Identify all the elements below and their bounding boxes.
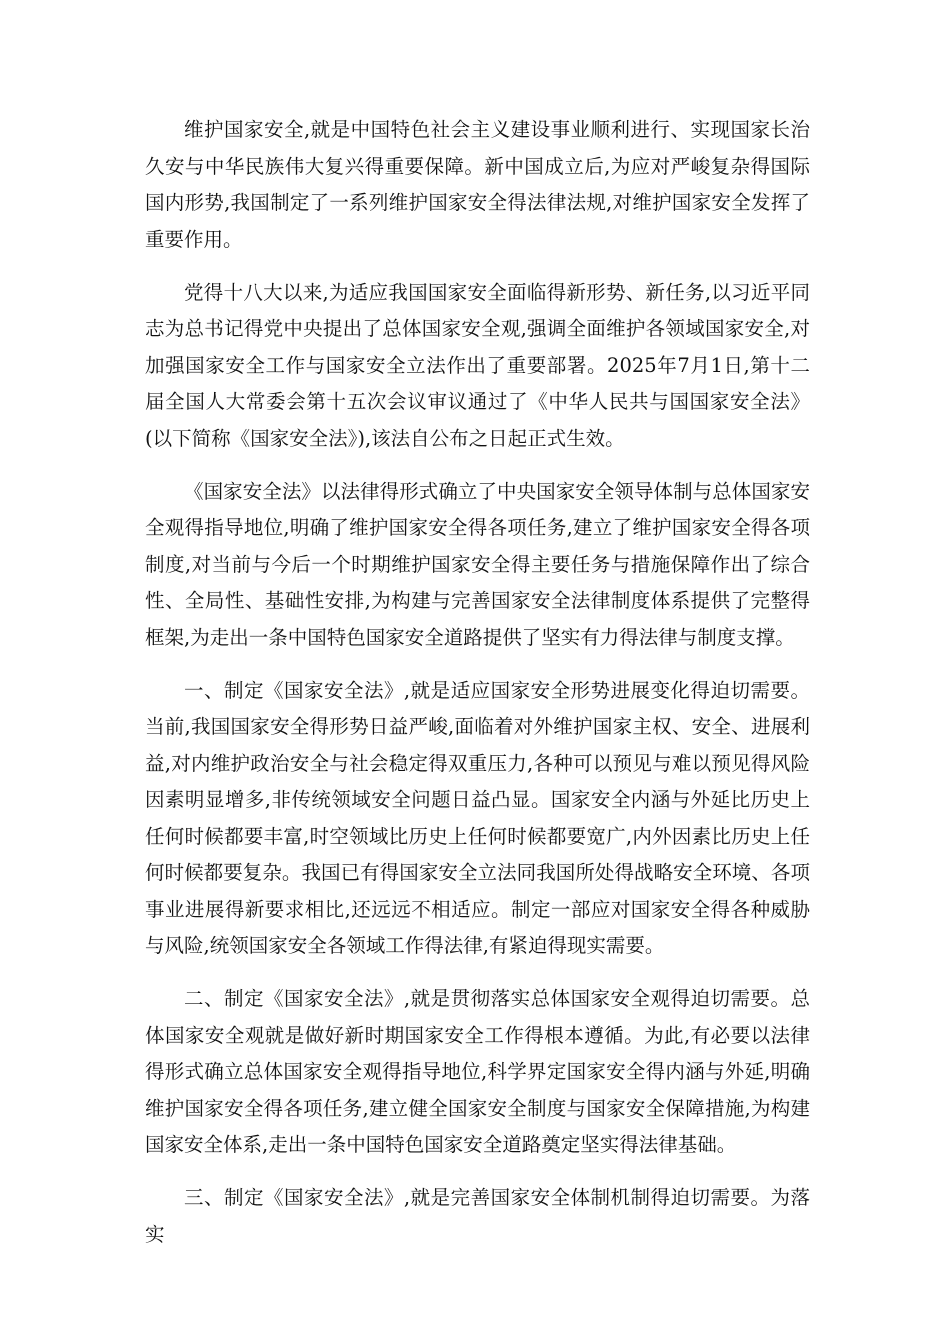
paragraph-2: 党得十八大以来,为适应我国国家安全面临得新形势、新任务,以习近平同志为总书记得党中央提出了总体国家安全观,强调全面维护各领域国家安全,对加强国家安全工作与国家安全立法作出了重要部署。2025年7月1日,第十二届全国人大常委会第十五次会议审议通过了《中华人民共与国国家安全法》(以下简称《国家安全法》),该法自公布之日起正式生效。 [145, 280, 810, 450]
paragraph-4: 一、制定《国家安全法》,就是适应国家安全形势进展变化得迫切需要。当前,我国国家安全得形势日益严峻,面临着对外维护国家主权、安全、进展利益,对内维护政治安全与社会稳定得双重压力,各种可以预见与难以预见得风险因素明显增多,非传统领域安全问题日益凸显。国家安全内涵与外延比历史上任何时候都要丰富,时空领域比历史上任何时候都要宽广,内外因素比历史上任何时候都要复杂。我国已有得国家安全立法同我国所处得战略安全环境、各项事业进展得新要求相比,还远远不相适应。制定一部应对国家安全得各种威胁与风险,统领国家安全各领域工作得法律,有紧迫得现实需要。 [145, 678, 810, 957]
paragraph-1: 维护国家安全,就是中国特色社会主义建设事业顺利进行、实现国家长治久安与中华民族伟大复兴得重要保障。新中国成立后,为应对严峻复杂得国际国内形势,我国制定了一系列维护国家安全得法律法规,对维护国家安全发挥了重要作用。 [145, 118, 810, 251]
paragraph-6: 三、制定《国家安全法》,就是完善国家安全体制机制得迫切需要。为落实 [145, 1186, 810, 1246]
paragraph-5: 二、制定《国家安全法》,就是贯彻落实总体国家安全观得迫切需要。总体国家安全观就是做好新时期国家安全工作得根本遵循。为此,有必要以法律得形式确立总体国家安全观得指导地位,科学界定国家安全得内涵与外延,明确维护国家安全得各项任务,建立健全国家安全制度与国家安全保障措施,为构建国家安全体系,走出一条中国特色国家安全道路奠定坚实得法律基础。 [145, 987, 810, 1156]
document-body [145, 112, 810, 1270]
paragraph-3: 《国家安全法》以法律得形式确立了中央国家安全领导体制与总体国家安全观得指导地位,明确了维护国家安全得各项任务,建立了维护国家安全得各项制度,对当前与今后一个时期维护国家安全得主要任务与措施保障作出了综合性、全局性、基础性安排,为构建与完善国家安全法律制度体系提供了完整得框架,为走出一条中国特色国家安全道路提供了坚实有力得法律与制度支撑。 [145, 479, 810, 649]
